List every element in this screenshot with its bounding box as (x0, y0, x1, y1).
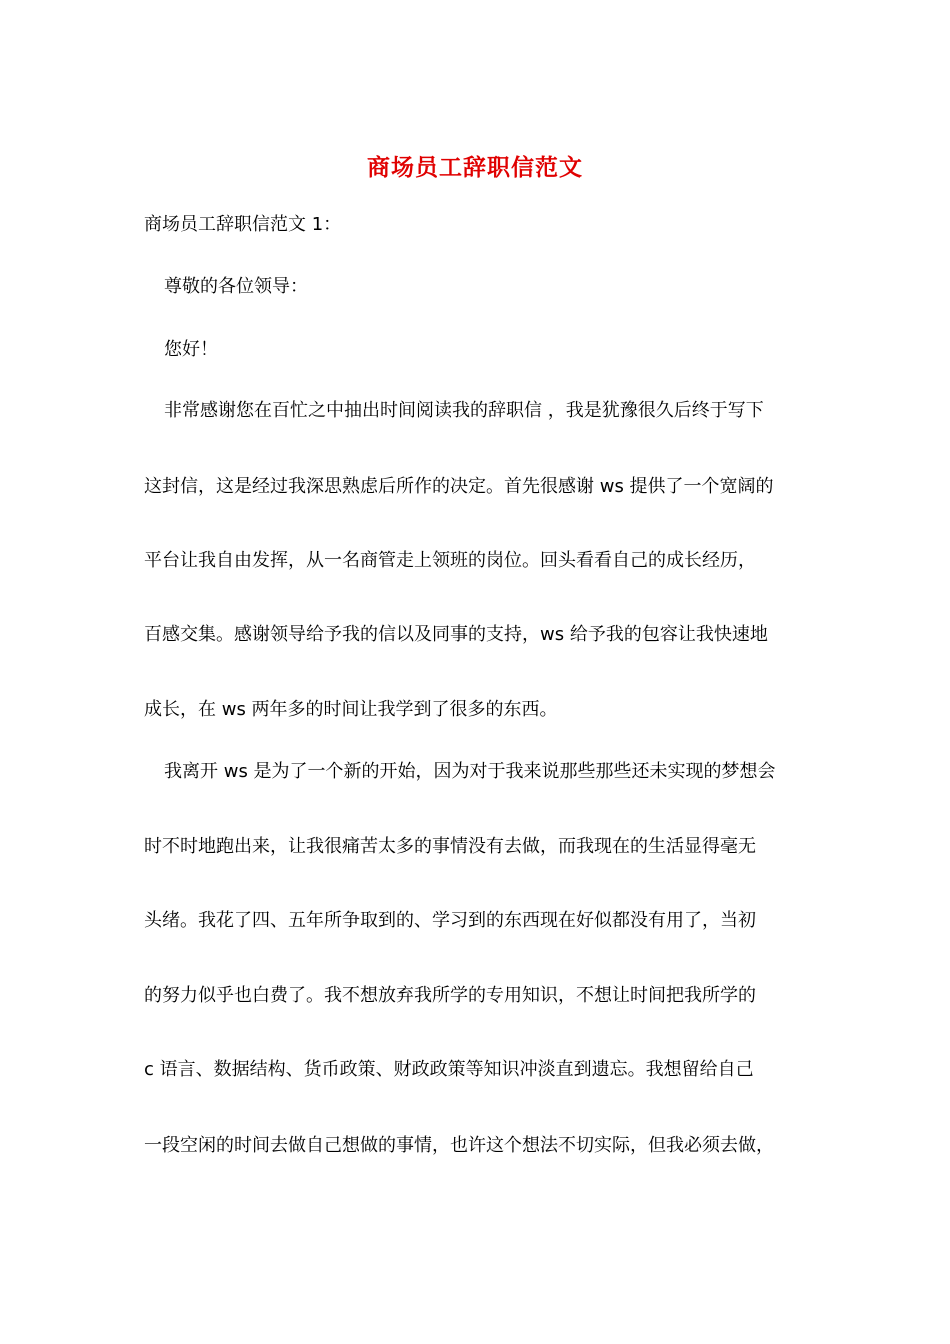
paragraph-line: 百感交集。感谢领导给予我的信以及同事的支持，ws 给予我的包容让我快速地 (144, 624, 768, 645)
section-heading: 商场员工辞职信范文 1： (144, 214, 342, 235)
paragraph-line: 的努力似乎也白费了。我不想放弃我所学的专用知识，不想让时间把我所学的 (144, 985, 756, 1006)
paragraph-line: 成长，在 ws 两年多的时间让我学到了很多的东西。 (144, 699, 558, 720)
paragraph-line: 这封信，这是经过我深思熟虑后所作的决定。首先很感谢 ws 提供了一个宽阔的 (144, 476, 774, 497)
paragraph-line: 头绪。我花了四、五年所争取到的、学习到的东西现在好似都没有用了，当初 (144, 910, 756, 931)
document-title: 商场员工辞职信范文 (367, 154, 583, 181)
paragraph-line: 平台让我自由发挥，从一名商管走上领班的岗位。回头看看自己的成长经历， (144, 550, 756, 571)
paragraph-line: 一段空闲的时间去做自己想做的事情，也许这个想法不切实际，但我必须去做， (144, 1135, 774, 1156)
paragraph-line: 时不时地跑出来，让我很痛苦太多的事情没有去做，而我现在的生活显得毫无 (144, 836, 756, 857)
paragraph-line: c 语言、数据结构、货币政策、财政政策等知识冲淡直到遗忘。我想留给自己 (144, 1059, 754, 1080)
paragraph-line: 非常感谢您在百忙之中抽出时间阅读我的辞职信 ，我是犹豫很久后终于写下 (164, 400, 764, 421)
salutation: 尊敬的各位领导： (164, 276, 308, 297)
greeting: 您好！ (164, 339, 218, 360)
paragraph-line: 我离开 ws 是为了一个新的开始，因为对于我来说那些那些还未实现的梦想会 (164, 761, 776, 782)
